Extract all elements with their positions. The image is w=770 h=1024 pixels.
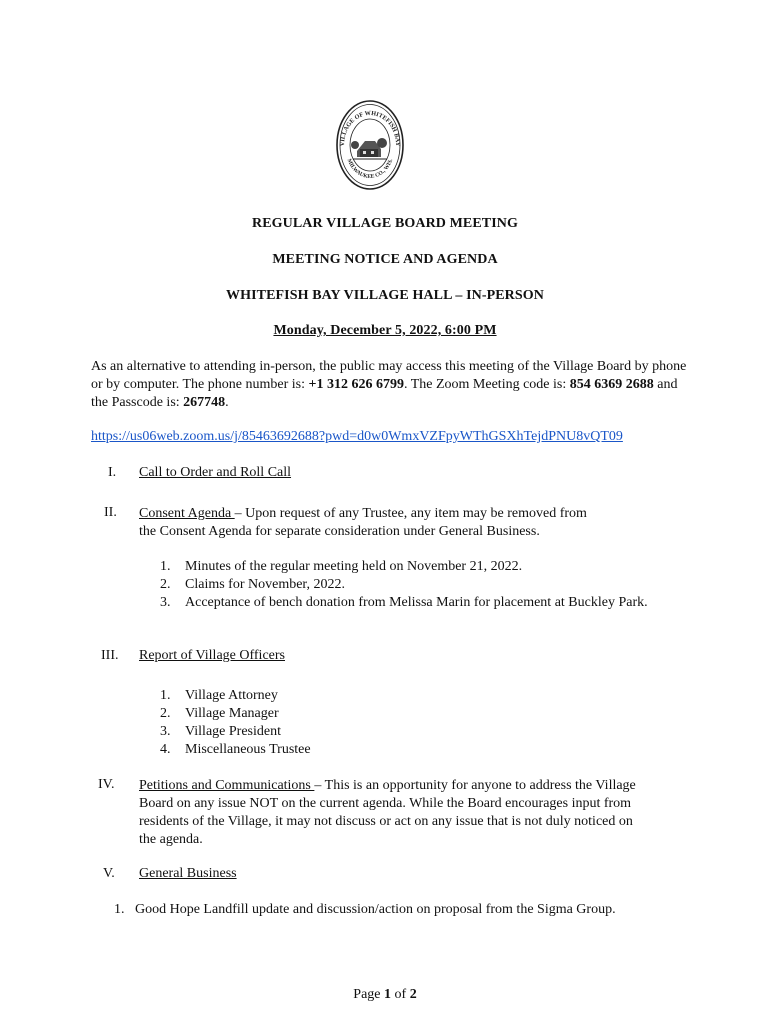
list-item-text: Acceptance of bench donation from Melissa Marin for placement at Buckley Park.	[185, 595, 648, 610]
village-seal-logo	[335, 99, 405, 191]
total-pages: 2	[409, 987, 417, 1002]
meeting-date: Monday, December 5, 2022, 6:00 PM	[273, 323, 497, 338]
list-item	[160, 594, 650, 612]
list-item	[160, 705, 650, 723]
general-business-item	[114, 902, 616, 918]
svg-text:VILLAGE OF WHITEFISH BAY: VILLAGE OF WHITEFISH BAY	[338, 109, 402, 147]
section-1-title-text: Call to Order and Roll Call	[139, 465, 292, 480]
intro-paragraph	[91, 358, 691, 412]
section-3-title-text: Report of Village Officers	[139, 648, 285, 663]
section-3-title	[139, 648, 285, 664]
section-2-desc-first: – Upon request of any Trustee, any item may be removed from	[234, 506, 587, 521]
section-2-number: II.	[104, 505, 117, 520]
list-item-number: 2.	[160, 706, 171, 721]
svg-text:MILWAUKEE CO., WIS.: MILWAUKEE CO., WIS.	[345, 158, 395, 181]
current-page: 1	[384, 987, 392, 1002]
section-5-title-text: General Business	[139, 866, 237, 881]
list-item-number: 3.	[160, 595, 171, 610]
intro-text-4: .	[225, 395, 229, 410]
meeting-title: REGULAR VILLAGE BOARD MEETING	[252, 216, 518, 231]
section-5-title	[139, 866, 237, 882]
section-1-number: I.	[108, 465, 117, 480]
list-item-text: Claims for November, 2022.	[185, 577, 346, 592]
section-3-number: III.	[101, 648, 119, 663]
footer-middle: of	[391, 987, 410, 1002]
list-item-text: Village President	[185, 724, 281, 739]
list-item-text: Miscellaneous Trustee	[185, 742, 311, 757]
list-item-text: Good Hope Landfill update and discussion/action on proposal from the Sigma Group.	[135, 902, 616, 917]
list-item-text: Village Manager	[185, 706, 279, 721]
list-item	[160, 576, 650, 594]
list-item	[160, 741, 650, 759]
page-footer	[0, 987, 770, 1003]
footer-prefix: Page	[353, 987, 385, 1002]
consent-agenda-list	[160, 558, 650, 612]
phone-number: +1 312 626 6799	[308, 377, 404, 392]
section-2-desc-rest: the Consent Agenda for separate consideration under General Business.	[139, 524, 540, 539]
section-4-title: Petitions and Communications	[139, 778, 315, 793]
list-item-number: 2.	[160, 577, 171, 592]
list-item	[160, 687, 650, 705]
section-4-number: IV.	[98, 777, 115, 792]
list-item-number: 4.	[160, 742, 171, 757]
list-item	[160, 723, 650, 741]
list-item-text: Village Attorney	[185, 688, 278, 703]
section-2-description	[139, 505, 649, 541]
list-item-text: Minutes of the regular meeting held on November 21, 2022.	[185, 559, 523, 574]
intro-text-1: As an alternative to attending in-person, the public may access this meeting of the Village Board by phone or by computer. The phone number is:	[91, 359, 687, 392]
passcode: 267748	[183, 395, 226, 410]
officer-reports-list	[160, 687, 650, 759]
meeting-subtitle: MEETING NOTICE AND AGENDA	[272, 252, 498, 267]
list-item	[160, 558, 650, 576]
section-5-number: V.	[103, 866, 115, 881]
meeting-code: 854 6369 2688	[569, 377, 654, 392]
list-item-number: 3.	[160, 724, 171, 739]
section-4-desc-first: – This is an opportunity for anyone to address the	[314, 778, 593, 793]
list-item-number: 1.	[160, 559, 171, 574]
zoom-link[interactable]: https://us06web.zoom.us/j/85463692688?pwd=d0w0WmxVZFpyWThGSXhTejdPNU8vQT09	[91, 429, 623, 444]
section-4-desc-rest: Village Board on any issue NOT on the current agenda. While the Board encourages input from residents of the Village, it may not discuss or act on any issue that is not duly noticed on the agenda.	[139, 778, 636, 847]
list-item-number: 1.	[160, 688, 171, 703]
section-4-description	[139, 777, 649, 849]
intro-text-2: . The Zoom Meeting code is:	[403, 377, 570, 392]
section-2-title: Consent Agenda	[139, 506, 235, 521]
list-item-number: 1.	[114, 902, 125, 917]
intro-text-3: and the Passcode is:	[91, 377, 678, 410]
meeting-location: WHITEFISH BAY VILLAGE HALL – IN-PERSON	[226, 288, 544, 303]
section-1-title	[139, 465, 291, 481]
